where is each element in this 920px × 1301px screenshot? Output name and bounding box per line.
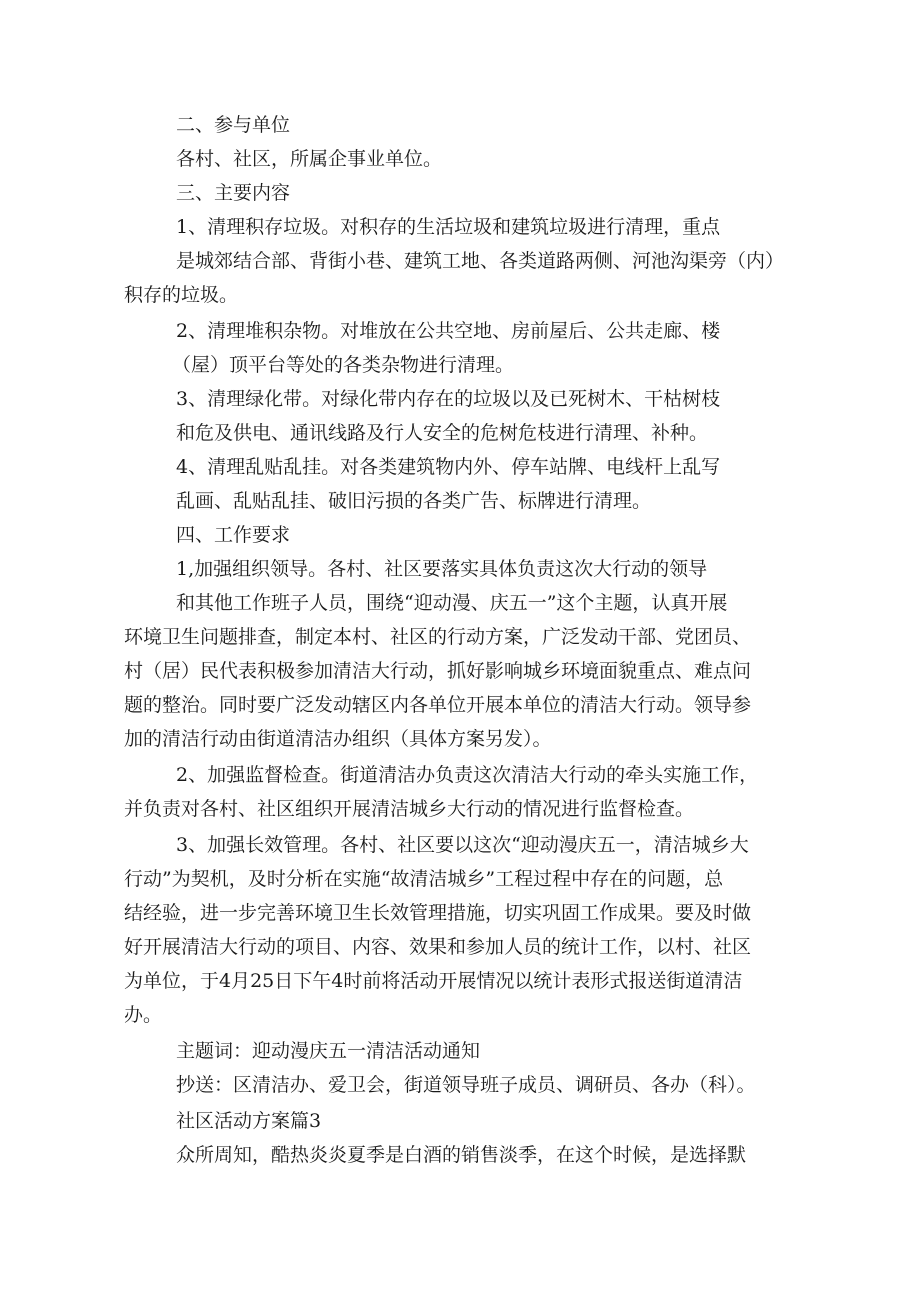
paragraph-line: 并负责对各村、社区组织开展清洁城乡大行动的情况进行监督检查。 bbox=[124, 798, 695, 820]
heading-work-requirements: 四、工作要求 bbox=[176, 524, 291, 546]
heading-participants: 二、参与单位 bbox=[176, 114, 291, 136]
paragraph-line: 1、清理积存垃圾。对积存的生活垃圾和建筑垃圾进行清理，重点 bbox=[176, 216, 721, 238]
paragraph-line: 各村、社区，所属企事业单位。 bbox=[176, 148, 443, 170]
paragraph-line: 4、清理乱贴乱挂。对各类建筑物内外、停车站牌、电线杆上乱写 bbox=[176, 456, 721, 478]
paragraph-line: 加的清洁行动由街道清洁办组织（具体方案另发）。 bbox=[124, 728, 552, 750]
paragraph-line: 环境卫生问题排查，制定本村、社区的行动方案，广泛发动干部、党团员、 bbox=[124, 626, 752, 648]
paragraph-line: 众所周知，酷热炎炎夏季是白酒的销售淡季，在这个时候，是选择默 bbox=[176, 1144, 747, 1166]
paragraph-line: 办。 bbox=[124, 1004, 163, 1026]
paragraph-line: 积存的垃圾。 bbox=[124, 284, 239, 306]
paragraph-line: 结经验，进一步完善环境卫生长效管理措施，切实巩固工作成果。要及时做 bbox=[124, 902, 752, 924]
paragraph-line: 和其他工作班子人员，围绕“迎动漫、庆五一”这个主题，认真开展 bbox=[176, 592, 728, 614]
paragraph-line: 3、清理绿化带。对绿化带内存在的垃圾以及已死树木、干枯树枝 bbox=[176, 388, 721, 410]
paragraph-line: （屋）顶平台等处的各类杂物进行清理。 bbox=[172, 354, 515, 376]
paragraph-line: 和危及供电、通讯线路及行人安全的危树危枝进行清理、补种。 bbox=[176, 422, 709, 444]
subject-words: 主题词：迎动漫庆五一清洁活动通知 bbox=[176, 1040, 481, 1062]
paragraph-line: 村（居）民代表积极参加清洁大行动，抓好影响城乡环境面貌重点、难点问 bbox=[124, 660, 752, 682]
paragraph-line: 题的整治。同时要广泛发动辖区内各单位开展本单位的清洁大行动。领导参 bbox=[124, 694, 752, 716]
section-title-plan-3: 社区活动方案篇3 bbox=[176, 1110, 322, 1132]
paragraph-line: 好开展清洁大行动的项目、内容、效果和参加人员的统计工作，以村、社区 bbox=[124, 936, 752, 958]
paragraph-line: 行动”为契机，及时分析在实施“故清洁城乡”工程过程中存在的问题，总 bbox=[124, 868, 724, 890]
paragraph-line: 2、清理堆积杂物。对堆放在公共空地、房前屋后、公共走廊、楼 bbox=[176, 320, 721, 342]
paragraph-line: 2、加强监督检查。街道清洁办负责这次清洁大行动的牵头实施工作， bbox=[176, 764, 759, 786]
paragraph-line: 是城郊结合部、背街小巷、建筑工地、各类道路两侧、河池沟渠旁（内） bbox=[176, 250, 785, 272]
paragraph-line: 1,加强组织领导。各村、社区要落实具体负责这次大行动的领导 bbox=[176, 558, 708, 580]
cc-list: 抄送：区清洁办、爱卫会，街道领导班子成员、调研员、各办（科）。 bbox=[176, 1074, 756, 1096]
paragraph-line: 乱画、乱贴乱挂、破旧污损的各类广告、标牌进行清理。 bbox=[176, 490, 652, 512]
heading-main-content: 三、主要内容 bbox=[176, 182, 291, 204]
paragraph-line: 3、加强长效管理。各村、社区要以这次“迎动漫庆五一，清洁城乡大 bbox=[176, 834, 749, 856]
paragraph-line: 为单位，于4月25日下午4时前将活动开展情况以统计表形式报送街道清洁 bbox=[124, 970, 743, 992]
